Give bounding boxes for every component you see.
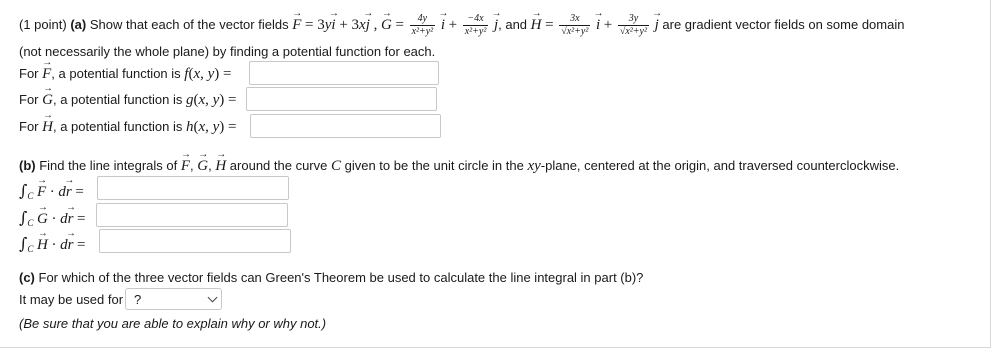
and-text: , and [498, 16, 528, 32]
part-a-header: (1 point) (a) Show that each of the vector fields → F = 3y→ i + 3x→ j , → G = $\frac{4y}{\text{x²+y²}}$ → i + $\frac{-4x}{\text{x²+y²}}$ → j, and → H = $\frac{3x}{\text{√x²+y²}}$ → i + $\frac{3y}{\text{√x²+y²}}$ → j are gradient vector fields on some domain [19, 14, 904, 37]
G-equals: = [395, 16, 404, 33]
integral-H-input[interactable] [99, 229, 291, 253]
potential-H-label: For → H, a potential function is h(x, y) = [19, 119, 237, 136]
F-definition: = 3y→ i + 3x→ j , [305, 17, 377, 33]
G-fraction-1: $\frac{4y}{\text{x²+y²}}$ [411, 13, 434, 37]
H-fraction-1: $\frac{3x}{\text{√x²+y²}}$ [561, 13, 589, 37]
integral-F-label: $\int_C \to F \cdot d\to r$ = [19, 181, 84, 201]
greens-selected-value: ? [134, 292, 142, 307]
potential-h-input[interactable] [250, 114, 441, 138]
chevron-down-icon [208, 293, 218, 303]
explanation-note: (Be sure that you are able to explain why or why not.) [19, 316, 327, 331]
potential-f-input[interactable] [249, 61, 439, 85]
integral-G-input[interactable] [96, 203, 288, 227]
integral-G-label: $\int_C \to G \cdot d\to r$ = [19, 208, 86, 228]
part-c-header: (c) For which of the three vector fields can Green's Theorem be used to calculate the line integral in part (b)? [19, 270, 644, 285]
potential-G-label: For → G, a potential function is g(x, y) = [19, 92, 237, 109]
integral-F-input[interactable] [97, 176, 289, 200]
vec-H-symbol: → H [531, 17, 542, 34]
vec-F-symbol: → F [292, 17, 301, 34]
points-label: (1 point) [19, 16, 67, 32]
greens-theorem-select[interactable] [125, 288, 222, 310]
integral-H-label: $\int_C \to H \cdot d\to r$ = [19, 234, 86, 254]
H-fraction-2: $\frac{3y}{\text{√x²+y²}}$ [619, 13, 647, 37]
greens-prompt: It may be used for [19, 292, 124, 307]
vec-G-symbol: → G [381, 17, 392, 34]
part-a-label: (a) [70, 16, 87, 32]
part-a-intro: Show that each of the vector fields [89, 16, 289, 32]
part-b-header: (b) Find the line integrals of → F, → G, → H around the curve C given to be the unit circle in the xy-plane, centered at the origin, and traversed counterclockwise. [19, 158, 899, 175]
part-a-line2: (not necessarily the whole plane) by finding a potential function for each. [19, 44, 436, 59]
G-fraction-2: $\frac{-4x}{\text{x²+y²}}$ [464, 13, 487, 37]
part-a-tail: are gradient vector fields on some domain [662, 16, 905, 32]
potential-g-input[interactable] [246, 87, 437, 111]
potential-F-label: For → F, a potential function is f(x, y) = [19, 66, 232, 83]
